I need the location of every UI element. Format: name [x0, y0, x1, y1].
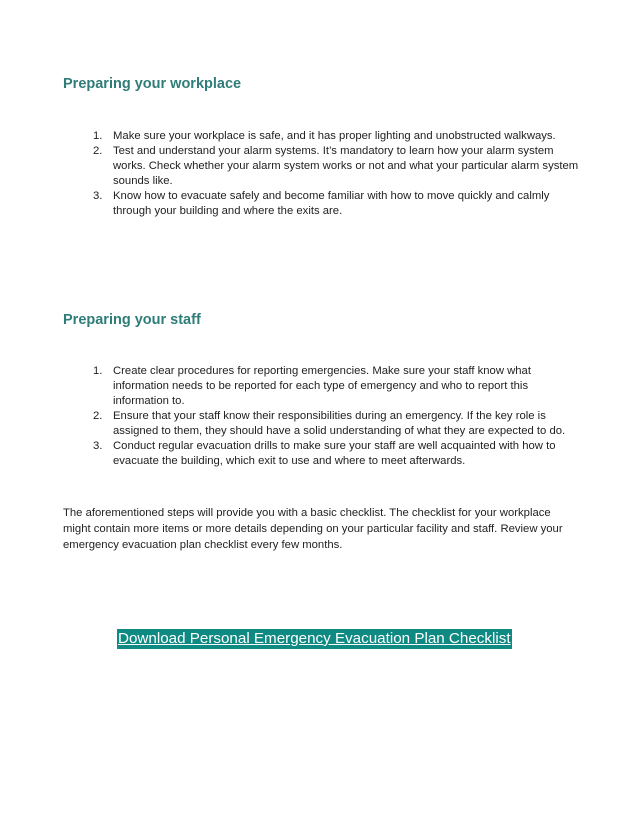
list-item	[80, 129, 580, 144]
list-item-number: 3.	[93, 440, 103, 452]
list-item-number: 1.	[93, 130, 103, 142]
list-item	[80, 364, 580, 409]
section-heading-workplace: Preparing your workplace	[63, 76, 242, 92]
workplace-checklist	[80, 129, 580, 219]
list-item-text: Know how to evacuate safely and become familiar with how to move quickly and calmly through your building and where the exits are.	[113, 190, 550, 217]
list-item	[80, 144, 580, 189]
list-item-number: 3.	[93, 190, 103, 202]
list-item-text: Conduct regular evacuation drills to make sure your staff are well acquainted with how to evacuate the building, which exit to use and where to meet afterwards.	[113, 440, 556, 467]
list-item-text: Test and understand your alarm systems. It’s mandatory to learn how your alarm system works. Check whether your alarm system works or not and what your particular alarm system sounds like.	[113, 145, 579, 187]
list-item-text: Ensure that your staff know their responsibilities during an emergency. If the key role is assigned to them, they should have a solid understanding of what they are expected to do.	[113, 410, 566, 437]
summary-paragraph: The aforementioned steps will provide you with a basic checklist. The checklist for your workplace might contain more items or more details depending on your particular facility and staff. Review your emergency evacuation plan checklist every few months.	[63, 507, 563, 551]
download-checklist-link[interactable]: Download Personal Emergency Evacuation Plan Checklist	[118, 630, 511, 647]
list-item	[80, 439, 580, 469]
staff-checklist	[80, 364, 580, 469]
list-item-number: 2.	[93, 145, 103, 157]
list-item	[80, 409, 580, 439]
section-heading-staff: Preparing your staff	[63, 312, 201, 328]
list-item-text: Make sure your workplace is safe, and it has proper lighting and unobstructed walkways.	[113, 130, 556, 142]
list-item-number: 2.	[93, 410, 103, 422]
list-item	[80, 189, 580, 219]
list-item-text: Create clear procedures for reporting emergencies. Make sure your staff know what information needs to be reported for each type of emergency and who to report this information to.	[113, 365, 531, 407]
list-item-number: 1.	[93, 365, 103, 377]
